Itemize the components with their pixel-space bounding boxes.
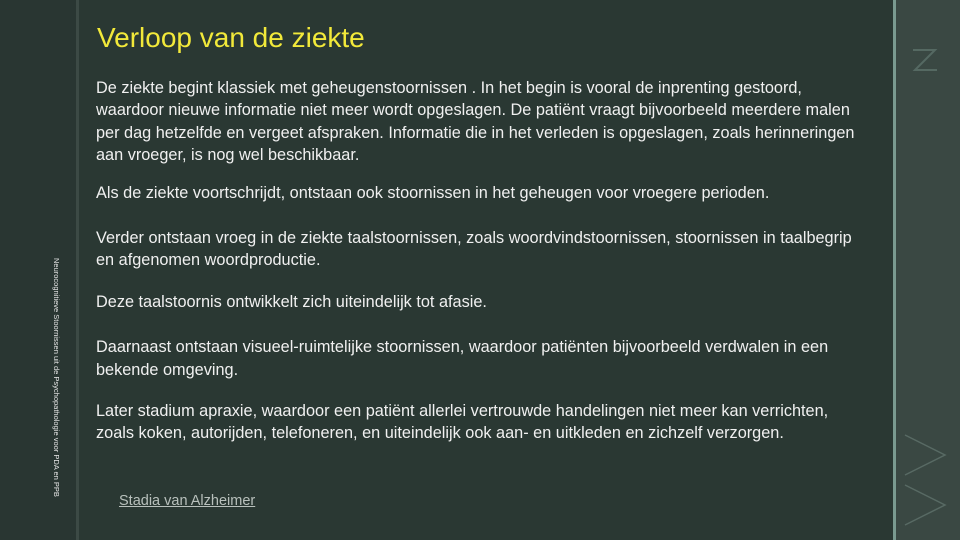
paragraph-aphasia: Deze taalstoornis ontwikkelt zich uiteindelijk tot afasie. — [96, 292, 487, 311]
paragraph-progression: Als de ziekte voortschrijdt, ontstaan ook stoornissen in het geheugen voor vroegere perioden. — [96, 183, 770, 202]
slide-title: Verloop van de ziekte — [97, 22, 365, 53]
stadia-link[interactable]: Stadia van Alzheimer — [119, 493, 256, 509]
vertical-source-label — [50, 258, 62, 520]
paragraph-memory: De ziekte begint klassiek met geheugenstoornissen . In het begin is vooral de inprenting gestoord, waardoor nieuwe informatie niet meer wordt opgeslagen. De patiënt vraagt bijvoorbeeld meerdere malen per dag hetzelfde en vergeet afspraken. Informatie die in het verleden is opgeslagen, zoals herinneringen aan vroeger, is nog wel beschikbaar. — [96, 79, 855, 165]
slide-body — [96, 77, 866, 445]
paragraph-apraxia: Later stadium apraxie, waardoor een patiënt allerlei vertrouwde handelingen niet meer kan verrichten, zoals koken, autorijden, telefoneren, en uiteindelijk ook aan- en uitkleden en zichzelf verzorgen. — [96, 402, 829, 443]
left-divider — [76, 0, 79, 540]
left-panel — [0, 0, 76, 540]
paragraph-visuospatial: Daarnaast ontstaan visueel-ruimtelijke stoornissen, waardoor patiënten bijvoorbeeld verdwalen in een bekende omgeving. — [96, 338, 829, 379]
paragraph-language: Verder ontstaan vroeg in de ziekte taalstoornissen, zoals woordvindstoornissen, stoornissen in taalbegrip en afgenomen woordproductie. — [96, 229, 852, 270]
chevron-decoration-icon — [900, 430, 955, 535]
z-logo-icon — [905, 40, 945, 80]
sidebar-text: Neurocognitieve Stoornissen uit de Psychopathologie voor PDA en PPB — [52, 258, 61, 497]
